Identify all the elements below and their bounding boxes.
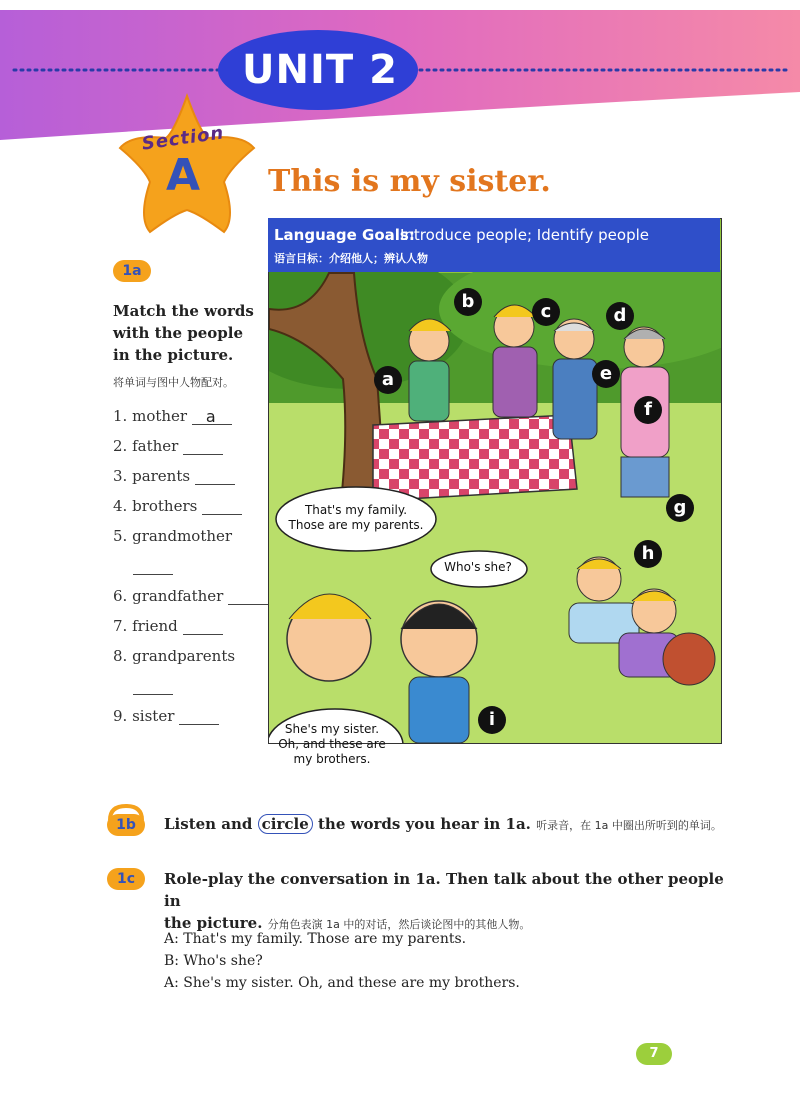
headphones-icon xyxy=(104,804,148,820)
bubble-line: She's my sister. xyxy=(284,722,380,736)
dialogue-text: She's my sister. Oh, and these are my brothers. xyxy=(183,975,520,991)
instruction-text-cn: 听录音，在 1a 中圈出所听到的单词。 xyxy=(536,819,722,832)
page-number: 7 xyxy=(636,1043,672,1065)
item-word: brothers xyxy=(132,497,198,515)
item-word: mother xyxy=(132,407,188,425)
family-picnic-illustration xyxy=(268,218,722,744)
match-item-5 xyxy=(113,527,232,545)
bubble-line: Oh, and these are xyxy=(278,737,386,751)
language-goals-bar xyxy=(268,218,720,272)
speaker: B: xyxy=(164,953,180,969)
section-word: Section xyxy=(140,122,226,155)
bubble-line: That's my family. xyxy=(304,503,408,517)
exercise-1b-instruction xyxy=(164,815,722,833)
match-item-6 xyxy=(113,587,268,605)
exercise-1c-instruction xyxy=(164,868,724,936)
dialogue-text: That's my family. Those are my parents. xyxy=(183,931,467,947)
goals-text-cn: 语言目标：介绍他人；辨认人物 xyxy=(274,252,428,265)
instruction-line: the picture. xyxy=(164,914,263,932)
circled-word: circle xyxy=(258,814,313,834)
answer-blank[interactable] xyxy=(183,618,223,635)
answer-blank[interactable] xyxy=(133,558,173,575)
match-item-9 xyxy=(113,707,219,725)
item-number: 5. xyxy=(113,527,128,545)
match-item-8 xyxy=(113,647,235,665)
picture-label-g: g xyxy=(666,494,694,522)
match-item-1 xyxy=(113,407,232,425)
dialogue-line-2 xyxy=(164,953,263,969)
item-word: friend xyxy=(132,617,178,635)
picture-label-i: i xyxy=(478,706,506,734)
answer-blank[interactable] xyxy=(202,498,242,515)
picture-label-c: c xyxy=(532,298,560,326)
picture-label-h: h xyxy=(634,540,662,568)
picture-label-e: e xyxy=(592,360,620,388)
item-word: parents xyxy=(132,467,191,485)
match-item-5-blank xyxy=(133,557,173,575)
answer-blank[interactable] xyxy=(228,588,268,605)
answer-blank[interactable] xyxy=(195,468,235,485)
speaker: A: xyxy=(164,975,179,991)
goals-text: Introduce people; Identify people xyxy=(400,226,650,244)
speech-bubble-who: Who's she? xyxy=(444,560,512,574)
lesson-title: This is my sister. xyxy=(268,164,551,199)
item-number: 8. xyxy=(113,647,128,665)
item-number: 2. xyxy=(113,437,128,455)
instruction-line: Role-play the conversation in 1a. Then talk about the other people in xyxy=(164,870,724,910)
item-word: sister xyxy=(132,707,175,725)
item-number: 6. xyxy=(113,587,128,605)
picture-label-a: a xyxy=(374,366,402,394)
dialogue-text: Who's she? xyxy=(183,953,263,969)
item-word: father xyxy=(132,437,179,455)
item-word: grandparents xyxy=(132,647,236,665)
exercise-1a-label: 1a xyxy=(113,260,151,282)
dialogue-line-3 xyxy=(164,975,520,991)
item-number: 4. xyxy=(113,497,128,515)
picture-label-d: d xyxy=(606,302,634,330)
item-number: 7. xyxy=(113,617,128,635)
unit-title: UNIT 2 xyxy=(242,47,398,93)
match-item-2 xyxy=(113,437,223,455)
picture-label-f: f xyxy=(634,396,662,424)
answer-blank[interactable] xyxy=(179,708,219,725)
speech-bubble-sister xyxy=(268,722,396,767)
speaker: A: xyxy=(164,931,179,947)
exercise-1a-instruction: Match the words with the people in the picture. xyxy=(113,302,254,364)
match-item-8-blank xyxy=(133,677,173,695)
instruction-text: Listen and xyxy=(164,815,253,833)
match-item-7 xyxy=(113,617,223,635)
dialogue-line-1 xyxy=(164,931,466,947)
bubble-line: my brothers. xyxy=(293,752,371,766)
goals-label: Language Goals: xyxy=(274,226,415,244)
exercise-1a-instruction-cn: 将单词与图中人物配对。 xyxy=(113,376,234,389)
exercise-1c-label: 1c xyxy=(107,868,145,890)
match-item-3 xyxy=(113,467,235,485)
answer-blank[interactable] xyxy=(133,678,173,695)
item-number: 1. xyxy=(113,407,128,425)
answer-text: a xyxy=(205,407,216,426)
speech-bubble-family xyxy=(276,503,436,533)
instruction-text-cn: 分角色表演 1a 中的对话，然后谈论图中的其他人物。 xyxy=(267,918,531,931)
picture-label-b: b xyxy=(454,288,482,316)
item-word: grandmother xyxy=(132,527,233,545)
exercise-1b-label-text: 1b xyxy=(116,817,136,833)
match-item-4 xyxy=(113,497,242,515)
answer-blank[interactable] xyxy=(192,408,232,425)
section-letter: A xyxy=(165,150,201,201)
answer-blank[interactable] xyxy=(183,438,223,455)
item-number: 3. xyxy=(113,467,128,485)
bubble-line: Those are my parents. xyxy=(288,518,424,532)
item-word: grandfather xyxy=(132,587,224,605)
item-number: 9. xyxy=(113,707,128,725)
instruction-text: the words you hear in 1a. xyxy=(317,815,531,833)
